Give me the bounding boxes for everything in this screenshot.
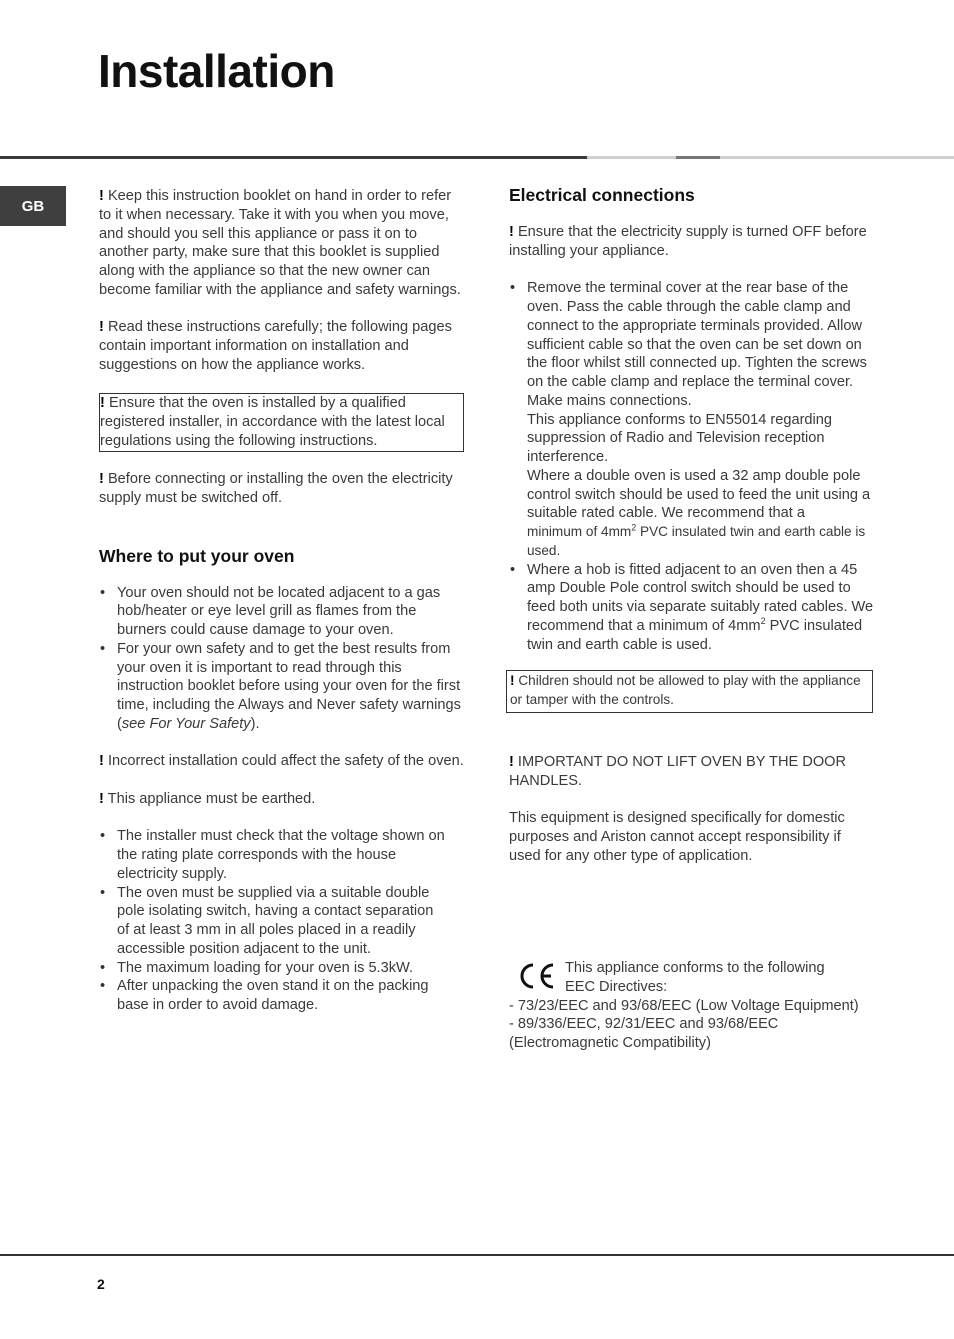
warning-icon: !: [99, 753, 104, 770]
heading-electrical-connections: Electrical connections: [509, 185, 695, 205]
page-title: Installation: [98, 45, 335, 97]
left-column: [99, 187, 465, 1015]
list-item: • After unpacking the oven stand it on the packing base in order to avoid damage.: [99, 977, 445, 1015]
boxed-warning-children: ! Children should not be allowed to play with the appliance or tamper with the controls.: [506, 670, 873, 713]
list-item: • The installer must check that the voltage shown on the rating plate corresponds with the house electricity supply.: [99, 827, 445, 883]
warning-icon: !: [509, 753, 514, 770]
ce-mark-icon: [515, 961, 559, 991]
header-rule-mid: [676, 156, 720, 159]
footer-rule: [0, 1254, 954, 1256]
electrical-list: [509, 279, 875, 654]
header-rule-light-2: [720, 156, 954, 159]
header-rule-dark: [0, 156, 587, 159]
language-tab: GB: [0, 186, 66, 226]
warning-icon: !: [510, 673, 515, 689]
heading-where-to-put-oven: Where to put your oven: [99, 545, 295, 566]
paragraph-earthed: ! This appliance must be earthed.: [99, 790, 316, 807]
warning-icon: !: [99, 188, 104, 204]
where-list: [99, 584, 465, 734]
paragraph-incorrect-installation: ! Incorrect installation could affect the safety of the oven.: [99, 753, 464, 770]
paragraph-switch-off: ! Before connecting or installing the oven the electricity supply must be switched off.: [99, 471, 453, 506]
warning-icon: !: [99, 471, 104, 488]
header-rule-light: [587, 156, 676, 159]
warning-icon: !: [100, 395, 105, 412]
list-item: • The maximum loading for your oven is 5.3kW.: [99, 959, 445, 978]
warning-icon: !: [509, 224, 514, 240]
page-number: 2: [97, 1276, 105, 1292]
paragraph-supply-off: ! Ensure that the electricity supply is turned OFF before installing your appliance.: [509, 224, 867, 259]
paragraph-keep-booklet: ! Keep this instruction booklet on hand in order to refer to it when necessary. Take it with you when you move, and should you sell this appliance or pass it on to another party, make sure that this booklet is supplied along with the appliance so that the new owner can become familiar with the appliance and safety warnings.: [99, 188, 461, 298]
list-item: • For your own safety and to get the best results from your oven it is important to read through this instruction booklet before using your oven for the first time, including the Always and Never safety warnings (see For Your Safety).: [99, 640, 465, 734]
paragraph-domestic-purposes: This equipment is designed specifically for domestic purposes and Ariston cannot accept responsibility if used for any other type of application.: [509, 810, 845, 864]
ce-line-1: This appliance conforms to the following: [565, 960, 825, 976]
paragraph-important-lift: ! IMPORTANT DO NOT LIFT OVEN BY THE DOOR HANDLES.: [509, 753, 847, 789]
warning-icon: !: [99, 790, 104, 807]
list-item: • Your oven should not be located adjacent to a gas hob/heater or eye level grill as flames from the burners could cause damage to your oven.: [99, 584, 465, 640]
list-item: • Remove the terminal cover at the rear base of the oven. Pass the cable through the cable clamp and connect to the appropriate terminals provided. Allow sufficient cable so that the oven can be set down on the floor whilst still connected up. Tighten the screws on the cable clamp and replace the terminal cover. Make mains connections. This appliance conforms to EN55014 regarding suppression of Radio and Television reception interference. Where a double oven is used a 32 amp double pole control switch should be used to feed the unit using a suitable rated cable. We recommend that a minimum of $4mm^2$ PVC insulated twin and earth cable is used.: [509, 279, 875, 560]
ce-line-5: (Electromagnetic Compatibility): [509, 1035, 711, 1051]
ce-line-4: - 89/336/EEC, 92/31/EEC and 93/68/EEC: [509, 1016, 779, 1033]
boxed-warning-installer: ! Ensure that the oven is installed by a qualified registered installer, in accordance with the latest local regulations using the following instructions.: [99, 393, 464, 451]
right-column: [509, 184, 875, 865]
list-item: • The oven must be supplied via a suitable double pole isolating switch, having a contact separation of at least 3 mm in all poles placed in a readily accessible position adjacent to the unit.: [99, 884, 445, 959]
ce-line-3: - 73/23/EEC and 93/68/EEC (Low Voltage Equipment): [509, 997, 859, 1014]
ce-line-2: EEC Directives:: [565, 978, 668, 995]
list-item: • Where a hob is fitted adjacent to an oven then a 45 amp Double Pole control switch should be used to feed both units via separate suitably rated cables. We recommend that a minimum of $4mm^2$ PVC insulated twin and earth cable is used.: [509, 561, 875, 655]
ce-conformity-block: [509, 959, 889, 1053]
earth-list: [99, 827, 465, 1015]
paragraph-read-instructions: ! Read these instructions carefully; the following pages contain important information on installation and suggestions on how the appliance works.: [99, 319, 452, 373]
warning-icon: !: [99, 319, 104, 336]
